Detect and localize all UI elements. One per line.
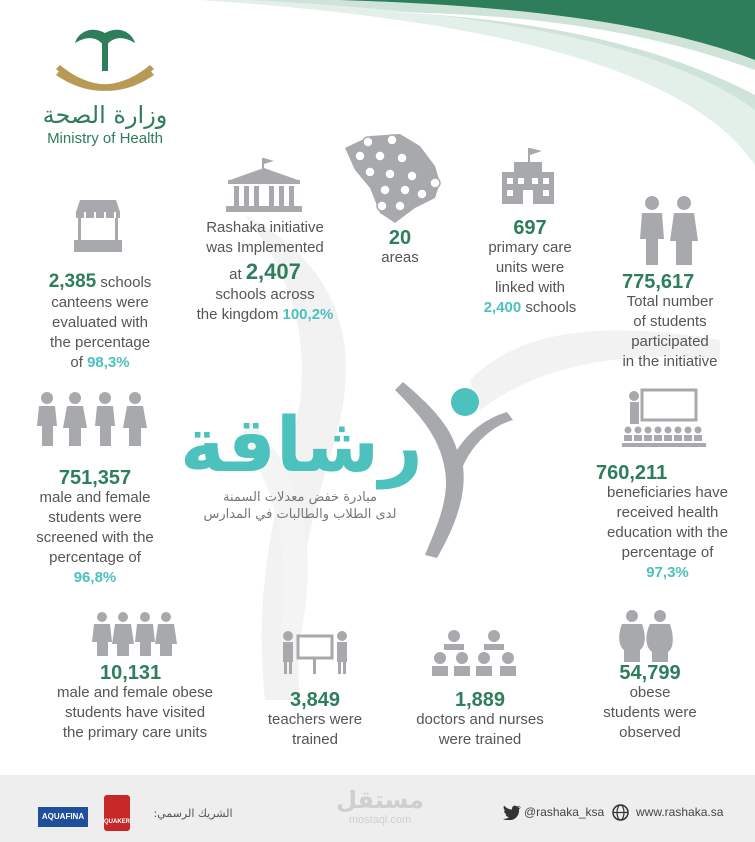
rashaka-arabic-line2: لدى الطلاب والطالبات في المدارس — [203, 507, 397, 522]
teachers-number: 3,849 — [289, 689, 341, 711]
doctors-stat: 1,889 doctors and nurses were trained — [400, 690, 560, 750]
units-number: 697 — [513, 217, 547, 239]
obese-pair-icon — [618, 610, 674, 662]
canteen-icon — [72, 198, 124, 254]
twitter-icon — [503, 805, 521, 820]
rashaka-arabic-title: رشاقة — [180, 400, 423, 489]
students-stat: 775,617 Total number of students participated in the initiative — [600, 272, 740, 372]
website-link[interactable]: www.rashaka.sa — [636, 805, 724, 819]
implemented-stat: Rashaka initiative was Implemented at 2,407 schools across the kingdom 100,2% — [196, 219, 334, 323]
canteen-stat: 2,385 schools canteens were evaluated with the percentage of 98,3% — [48, 271, 152, 371]
globe-icon — [612, 804, 629, 821]
screened-stat: 751,357 male and female students were screened with the percentage of 96,8% — [15, 468, 175, 588]
footer-bar — [0, 775, 755, 842]
twitter-handle[interactable]: @rashaka_ksa — [524, 805, 605, 819]
obese-students-group-icon — [92, 612, 178, 658]
units-stat: 697 primary care units were linked with 2,400 schools — [455, 218, 605, 318]
students-number: 775,617 — [622, 271, 695, 293]
obese-visited-number: 10,131 — [100, 662, 162, 684]
canteen-percentage: 98,3% — [87, 354, 130, 371]
implemented-number: 2,407 — [245, 259, 301, 284]
beneficiaries-stat: 760,211 beneficiaries have received health education with the percentage of 97,3% — [590, 463, 745, 583]
units-schools-number: 2,400 — [483, 299, 522, 316]
hospital-building-icon — [498, 148, 558, 206]
saudi-map-pins-icon — [340, 128, 450, 228]
areas-stat: 20 areas — [355, 228, 445, 268]
areas-number: 20 — [388, 227, 412, 249]
screened-percentage: 96,8% — [73, 569, 117, 586]
quaker-logo: QUAKER — [104, 795, 130, 831]
doctors-number: 1,889 — [454, 689, 506, 711]
palm-swords-icon — [30, 25, 180, 95]
canteen-number: 2,385 — [48, 271, 97, 292]
beneficiaries-percentage: 97,3% — [646, 564, 689, 581]
teachers-stat: 3,849 teachers were trained — [250, 690, 380, 750]
screened-number: 751,357 — [58, 467, 132, 489]
doctors-nurses-icon — [432, 628, 522, 678]
moh-logo — [30, 25, 180, 145]
observed-stat: 54,799 obese students were observed — [585, 663, 715, 743]
students-group-icon — [35, 392, 153, 448]
obese-visited-stat: 10,131 male and female obese students have visited the primary care units — [40, 663, 230, 743]
teachers-board-icon — [280, 630, 350, 676]
implemented-percentage: 100,2% — [282, 306, 334, 323]
moh-english-name: Ministry of Health — [47, 130, 163, 147]
observed-number: 54,799 — [619, 662, 681, 684]
classroom-board-icon — [620, 388, 712, 450]
moh-arabic-name: وزارة الصحة — [42, 101, 168, 129]
mostaql-watermark: مستقل mostaql.com — [336, 786, 424, 826]
beneficiaries-number: 760,211 — [596, 462, 668, 484]
school-building-icon — [226, 158, 302, 214]
rashaka-arabic-line1: مبادرة خفض معدلات السمنة — [223, 490, 377, 505]
official-partner-label: الشريك الرسمي: — [153, 807, 233, 820]
rashaka-logo — [180, 380, 520, 560]
students-pair-icon — [636, 195, 702, 267]
aquafina-logo: AQUAFINA — [38, 807, 88, 827]
